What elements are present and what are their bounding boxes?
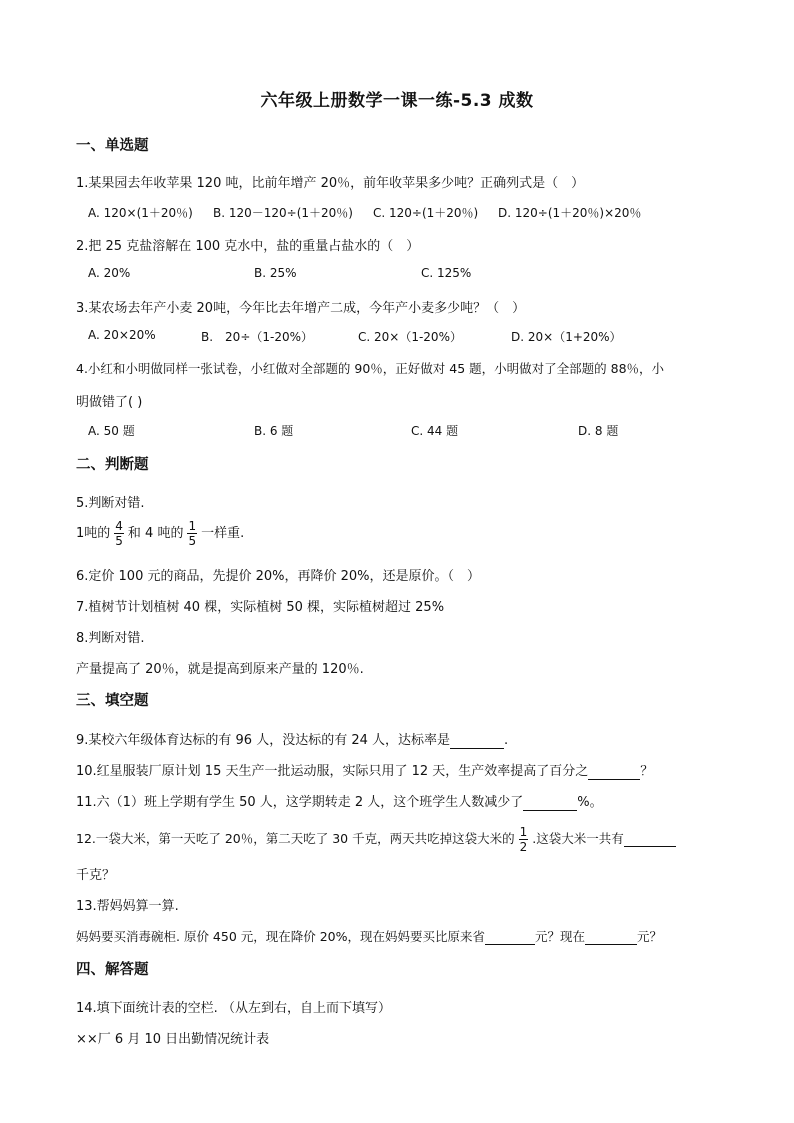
question-1-option-b: B. 120－120÷(1＋20％) <box>213 206 353 220</box>
question-8-text: 8.判断对错. <box>76 631 145 646</box>
answer-blank[interactable] <box>585 929 637 945</box>
answer-blank[interactable] <box>485 929 535 945</box>
question-3-option-b: B. 20÷（1-20%） <box>201 330 314 344</box>
question-3-option-a: A. 20×20% <box>88 328 156 342</box>
question-14-table-title: ××厂 6 月 10 日出勤情况统计表 <box>76 1032 270 1047</box>
page-title: 六年级上册数学一课一练-5.3 成数 <box>260 91 534 111</box>
question-4-option-d: D. 8 题 <box>578 424 619 438</box>
question-4-text-line2: 明做错了( ) <box>76 395 143 410</box>
question-12: 12.一袋大米，第一天吃了 20％，第二天吃了 30 千克，两天共吃掉这袋大米的 $\frac{1}{2}$ .这袋大米一共有 <box>76 826 676 853</box>
fraction-one-half: $\frac{1}{2}$ <box>519 825 528 854</box>
section-heading-fill-blank: 三、填空题 <box>76 693 149 709</box>
question-1-option-d: D. 120÷(1＋20％)×20％ <box>498 206 642 220</box>
fraction-four-fifths: $\frac{4}{5}$ <box>115 519 123 548</box>
answer-blank[interactable] <box>588 764 640 780</box>
answer-blank[interactable] <box>450 733 504 749</box>
question-1-option-a: A. 120×(1＋20％) <box>88 206 193 220</box>
question-1-option-c: C. 120÷(1＋20％) <box>373 206 479 220</box>
fraction-one-fifth: $\frac{1}{5}$ <box>188 519 197 548</box>
question-6-text: 6.定价 100 元的商品，先提价 20%，再降价 20%，还是原价。（ ） <box>76 569 481 584</box>
question-4-option-c: C. 44 题 <box>411 424 459 438</box>
section-heading-single-choice: 一、单选题 <box>76 138 149 154</box>
question-11: 11.六（1）班上学期有学生 50 人，这学期转走 2 人，这个班学生人数减少了 %。 <box>76 795 603 810</box>
question-5-part3: 一样重. <box>201 526 245 541</box>
question-4-option-b: B. 6 题 <box>254 424 294 438</box>
question-5-part1: 1吨的 <box>76 526 111 541</box>
question-10: 10.红星服装厂原计划 15 天生产一批运动服，实际只用了 12 天，生产效率提高了百分之 ？ <box>76 764 654 779</box>
section-heading-true-false: 二、判断题 <box>76 457 149 473</box>
question-7-text: 7.植树节计划植树 40 棵，实际植树 50 棵，实际植树超过 25% <box>76 600 445 615</box>
question-12-line2: 千克？ <box>76 868 116 883</box>
section-heading-solve: 四、解答题 <box>76 962 149 978</box>
question-3-text: 3.某农场去年产小麦 20吨，今年比去年增产二成，今年产小麦多少吨？（ ） <box>76 301 526 316</box>
question-13-text: 13.帮妈妈算一算. <box>76 899 179 914</box>
question-12-text: 12.一袋大米，第一天吃了 20％，第二天吃了 30 千克，两天共吃掉这袋大米的 <box>76 831 515 846</box>
question-3-option-c: C. 20×（1-20%） <box>358 330 462 344</box>
question-9: 9.某校六年级体育达标的有 96 人，没达标的有 24 人，达标率是 . <box>76 733 509 748</box>
question-2-option-a: A. 20% <box>88 266 131 280</box>
question-14-text: 14.填下面统计表的空栏. （从左到右，自上而下填写） <box>76 1001 391 1016</box>
question-9-text: 9.某校六年级体育达标的有 96 人，没达标的有 24 人，达标率是 <box>76 733 451 748</box>
question-2-option-b: B. 25% <box>254 266 297 280</box>
question-3-option-d: D. 20×（1+20%） <box>511 330 622 344</box>
question-2-text: 2.把 25 克盐溶解在 100 克水中，盐的重量占盐水的（ ） <box>76 239 420 254</box>
question-5-part2: 和 4 吨的 <box>127 526 184 541</box>
question-4-text-line1: 4.小红和小明做同样一张试卷，小红做对全部题的 90％，正好做对 45 题，小明做对了全部题的 88％，小 <box>76 361 665 376</box>
question-1-text: 1.某果园去年收苹果 120 吨，比前年增产 20％，前年收苹果多少吨？正确列式是（ ） <box>76 176 585 191</box>
answer-blank[interactable] <box>523 795 577 811</box>
question-5-text: 5.判断对错. <box>76 496 145 511</box>
question-13-statement: 妈妈要买消毒碗柜. 原价 450 元，现在降价 20%，现在妈妈要买比原来省 元？现在 元？ <box>76 929 663 944</box>
question-8-statement: 产量提高了 20％，就是提高到原来产量的 120％. <box>76 662 364 677</box>
question-5-statement <box>76 520 244 547</box>
question-10-text: 10.红星服装厂原计划 15 天生产一批运动服，实际只用了 12 天，生产效率提高了百分之 <box>76 764 589 779</box>
question-4-option-a: A. 50 题 <box>88 424 135 438</box>
answer-blank[interactable] <box>624 831 676 847</box>
question-2-option-c: C. 125% <box>421 266 472 280</box>
question-11-text: 11.六（1）班上学期有学生 50 人，这学期转走 2 人，这个班学生人数减少了 <box>76 795 524 810</box>
